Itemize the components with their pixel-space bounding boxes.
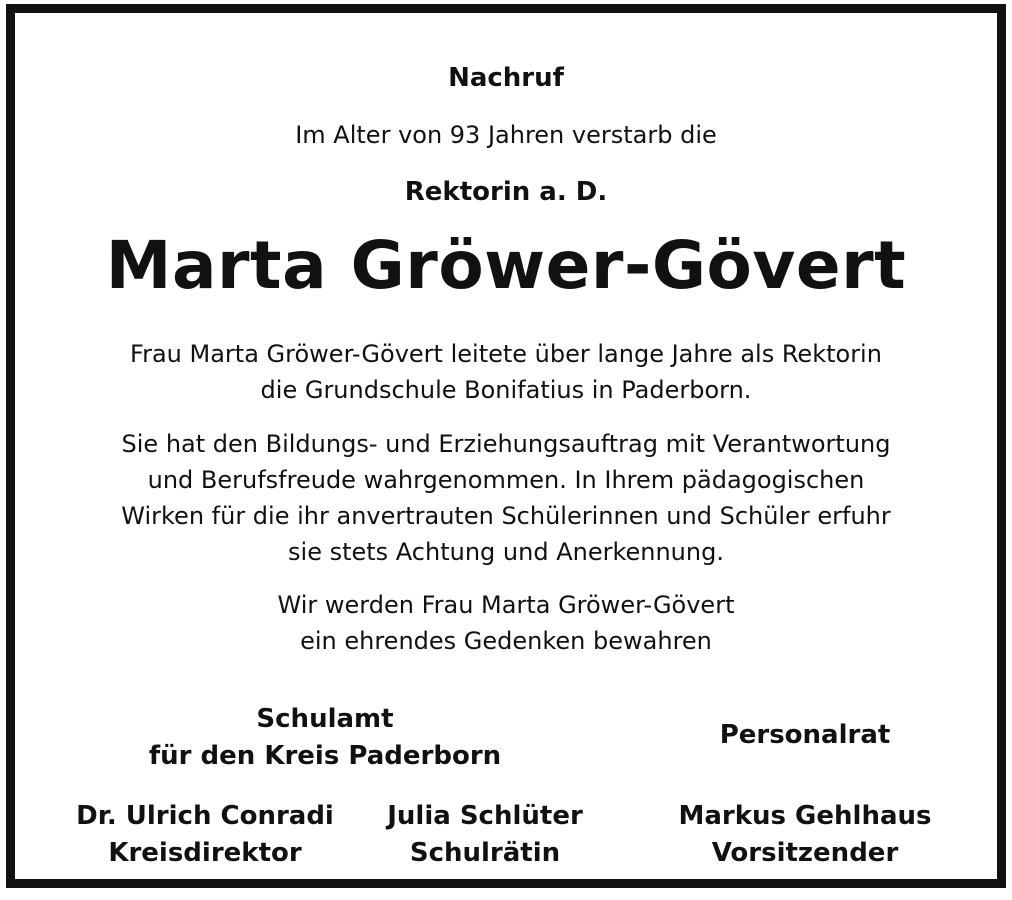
notice-intro: Im Alter von 93 Jahren verstarb die <box>295 121 717 149</box>
signatory-org-line: Personalrat <box>719 720 891 750</box>
signatory-schlueter <box>345 798 625 872</box>
signatory-schulamt <box>115 701 535 775</box>
paragraph-line: ein ehrendes Gedenken bewahren <box>300 627 712 655</box>
paragraph-line: die Grundschule Bonifatius in Paderborn. <box>260 376 752 404</box>
notice-heading: Nachruf <box>448 63 564 93</box>
signatory-name: Dr. Ulrich Conradi <box>76 801 334 831</box>
signatory-conradi <box>45 798 365 872</box>
paragraph-remembrance <box>15 587 997 659</box>
paragraph-tribute <box>15 426 997 570</box>
paragraph-line: Wirken für die ihr anvertrauten Schülerinnen und Schüler erfuhr <box>121 502 891 530</box>
paragraph-line: Wir werden Frau Marta Gröwer-Gövert <box>277 591 735 619</box>
signatory-gehlhaus <box>655 798 955 872</box>
paragraph-career <box>15 336 997 408</box>
deceased-title: Rektorin a. D. <box>404 177 608 207</box>
signatory-role: Schulrätin <box>409 838 561 868</box>
signatory-org-line: Schulamt <box>256 704 394 734</box>
paragraph-line: sie stets Achtung und Anerkennung. <box>288 538 724 566</box>
signatory-name: Markus Gehlhaus <box>678 801 932 831</box>
signatory-name: Julia Schlüter <box>387 801 583 831</box>
signatory-role: Vorsitzender <box>711 838 899 868</box>
paragraph-line: Sie hat den Bildungs- und Erziehungsauftrag mit Verantwortung <box>121 430 891 458</box>
paragraph-line: Frau Marta Gröwer-Gövert leitete über lange Jahre als Rektorin <box>130 340 882 368</box>
signatory-org-line: für den Kreis Paderborn <box>148 741 502 771</box>
signatory-personalrat <box>655 717 955 754</box>
deceased-name: Marta Gröwer-Gövert <box>105 227 907 304</box>
signatory-role: Kreisdirektor <box>108 838 302 868</box>
paragraph-line: und Berufsfreude wahrgenommen. In Ihrem pädagogischen <box>147 466 865 494</box>
obituary-frame <box>6 4 1006 888</box>
